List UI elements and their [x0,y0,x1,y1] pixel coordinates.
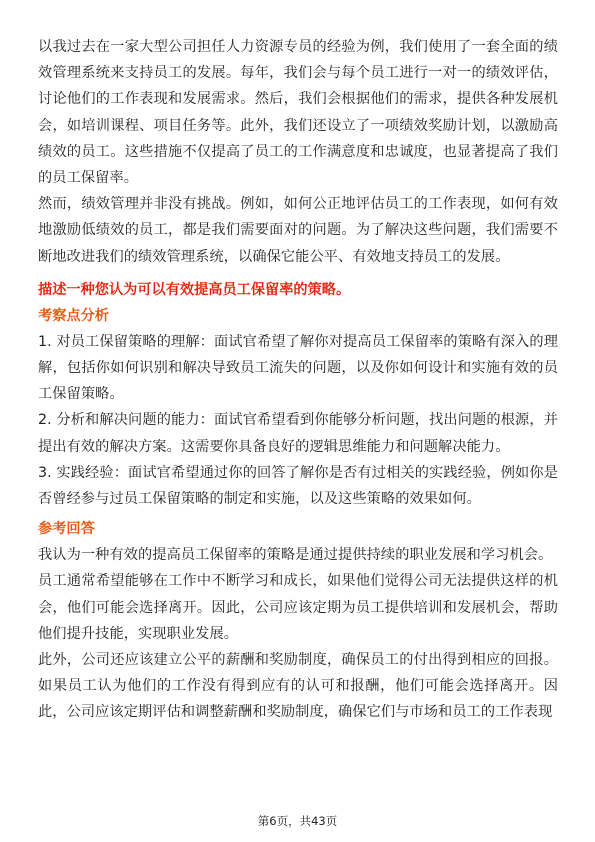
answer-paragraph: 员工通常希望能够在工作中不断学习和成长，如果他们觉得公司无法提供这样的机会，他们可能会选择离开。因此，公司应该定期为员工提供培训和发展机会，帮助他们提升技能，实现职业发展。 [38,573,558,642]
analysis-title: 考察点分析 [38,307,109,324]
answer-paragraph: 我认为一种有效的提高员工保留率的策略是通过提供持续的职业发展和学习机会。 [38,547,553,564]
analysis-item: 3. 实践经验：面试官希望通过你的回答了解你是否有过相关的实践经验，例如你是否曾经参与过员工保留策略的制定和实施，以及这些策略的效果如何。 [38,464,558,508]
analysis-item: 1. 对员工保留策略的理解：面试官希望了解你对提高员工保留率的策略有深入的理解，包括你如何识别和解决导致员工流失的问题，以及你如何设计和实施有效的员工保留策略。 [38,333,558,403]
intro-paragraph: 然而，绩效管理并非没有挑战。例如，如何公正地评估员工的工作表现，如何有效地激励低绩效的员工，都是我们需要面对的问题。为了解决这些问题，我们需要不断地改进我们的绩效管理系统，以确保它能公平、有效地支持员工的发展。 [38,196,558,265]
question-heading: 描述一种您认为可以有效提高员工保留率的策略。 [38,281,351,298]
answer-title: 参考回答 [38,521,95,538]
document-body [38,34,558,726]
answer-paragraph: 此外，公司还应该建立公平的薪酬和奖励制度，确保员工的付出得到相应的回报。如果员工认为他们的工作没有得到应有的认可和报酬，他们可能会选择离开。因此，公司应该定期评估和调整薪酬和奖励制度，确保它们与市场和员工的工作表现 [38,652,558,721]
analysis-item: 2. 分析和解决问题的能力：面试官希望看到你能够分析问题，找出问题的根源，并提出有效的解决方案。这需要你具备良好的逻辑思维能力和问题解决能力。 [38,412,558,455]
intro-paragraph: 以我过去在一家大型公司担任人力资源专员的经验为例，我们使用了一套全面的绩效管理系统来支持员工的发展。每年，我们会与每个员工进行一对一的绩效评估，讨论他们的工作表现和发展需求。然后，我们会根据他们的需求，提供各种发展机会，如培训课程、项目任务等。此外，我们还设立了一项绩效奖励计划，以激励高绩效的员工。这些措施不仅提高了员工的工作满意度和忠诚度，也显著提高了我们的员工保留率。 [38,39,558,187]
page-number: 第6页，共43页 [257,814,338,828]
